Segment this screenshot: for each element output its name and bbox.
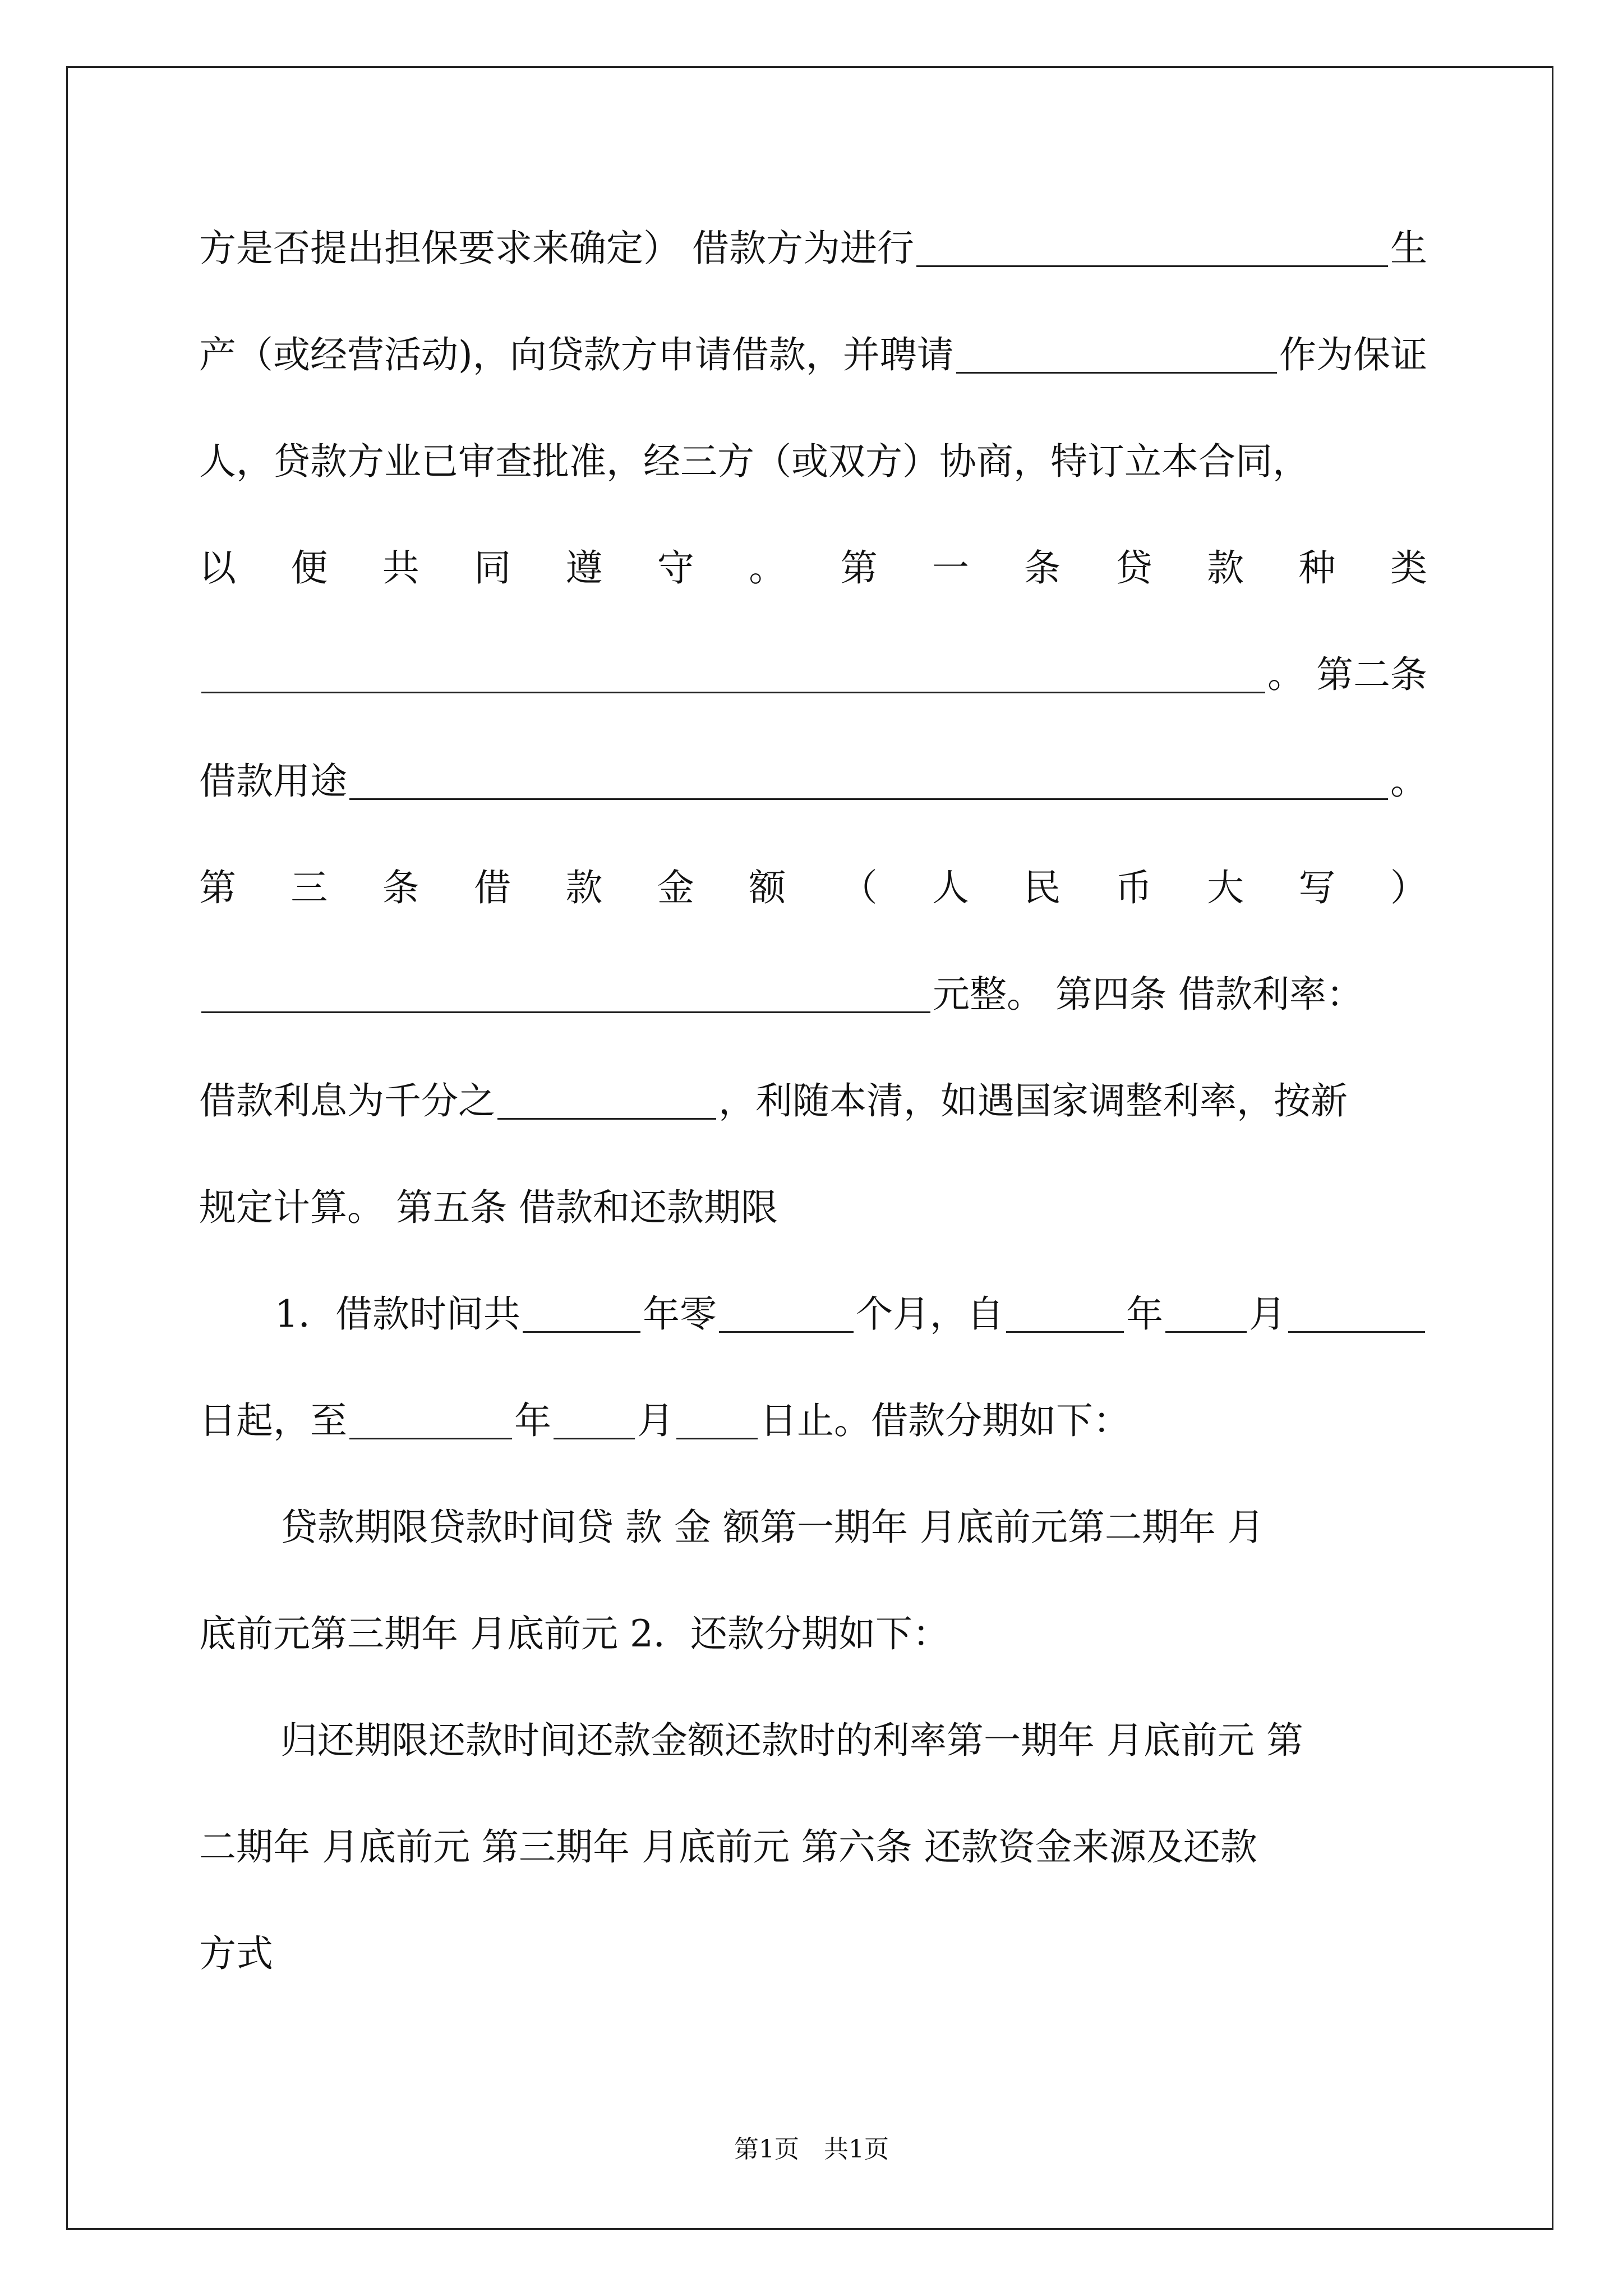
fill-blank — [554, 1402, 635, 1439]
text-line-4 — [199, 546, 1427, 590]
text-segment: 借款利息为千分之 — [199, 1079, 495, 1122]
text-char: 借 — [474, 866, 511, 909]
text-line-2 — [199, 333, 1427, 376]
text-segment: 日止。借款分期如下： — [760, 1399, 1130, 1442]
text-char: 民 — [1023, 866, 1061, 909]
text-line-3 — [199, 440, 1427, 483]
text-char: 。 — [749, 546, 786, 590]
fill-blank — [1288, 1296, 1425, 1333]
page-border — [66, 66, 1553, 2230]
text-segment: 产（或经营活动)，向贷款方申请借款，并聘请 — [199, 333, 954, 376]
text-line-9 — [199, 1079, 1427, 1122]
text-segment: 日起，至 — [199, 1399, 347, 1442]
text-char: 三 — [291, 866, 328, 909]
text-char: 遵 — [565, 546, 603, 590]
fill-blank — [497, 1083, 716, 1120]
text-char: 同 — [474, 546, 511, 590]
text-segment: 元整。 第四条 借款利率： — [933, 973, 1363, 1016]
text-segment: 二期年 月底前元 第三期年 月底前元 第六条 还款资金来源及还款 — [199, 1825, 1257, 1869]
text-char: ） — [1390, 866, 1427, 909]
text-char: 共 — [382, 546, 419, 590]
fill-blank — [349, 1402, 512, 1439]
text-line-11 — [275, 1292, 1427, 1336]
text-segment: 月 — [1249, 1292, 1286, 1336]
text-segment: 方是否提出担保要求来确定） 借款方为进行 — [199, 227, 914, 270]
fill-blank — [676, 1402, 758, 1439]
fill-blank — [956, 337, 1277, 374]
fill-blank — [719, 1296, 854, 1333]
fill-blank — [201, 976, 930, 1013]
text-segment: 年 — [1126, 1292, 1163, 1336]
fill-blank — [201, 656, 1265, 693]
text-char: 第 — [199, 866, 236, 909]
page-number-footer: 第1页 共1页 — [734, 2135, 889, 2164]
text-char: 币 — [1115, 866, 1152, 909]
text-segment: 1．借款时间共 — [275, 1292, 520, 1336]
fill-blank — [523, 1296, 640, 1333]
text-line-6 — [199, 760, 1427, 803]
text-segment: 方式 — [199, 1932, 273, 1975]
text-line-12 — [199, 1399, 1427, 1442]
text-char: 以 — [199, 546, 236, 590]
text-char: 一 — [932, 546, 969, 590]
text-segment: 。 第二条 — [1267, 653, 1427, 696]
text-char: （ — [840, 866, 878, 909]
text-segment: 。 — [1390, 760, 1427, 803]
text-segment: 贷款期限贷款时间贷 款 金 额第一期年 月底前元第二期年 月 — [280, 1506, 1265, 1549]
text-segment: 作为保证 — [1279, 333, 1427, 376]
text-char: 第 — [840, 546, 878, 590]
text-segment: 底前元第三期年 月底前元 2．还款分期如下： — [199, 1612, 949, 1655]
text-char: 贷 — [1115, 546, 1152, 590]
text-segment: 规定计算。 第五条 借款和还款期限 — [199, 1186, 778, 1229]
text-char: 金 — [657, 866, 694, 909]
text-char: 守 — [657, 546, 694, 590]
text-line-10 — [199, 1186, 1427, 1229]
text-line-1 — [199, 227, 1427, 270]
fill-blank — [916, 230, 1388, 267]
text-line-5 — [199, 653, 1427, 696]
text-line-16 — [199, 1825, 1427, 1869]
text-segment: 人，贷款方业已审查批准，经三方（或双方）协商，特订立本合同， — [199, 440, 1310, 483]
text-char: 条 — [1023, 546, 1061, 590]
text-segment: 年零 — [643, 1292, 717, 1336]
text-char: 人 — [932, 866, 969, 909]
text-char: 款 — [565, 866, 603, 909]
fill-blank — [1165, 1296, 1247, 1333]
text-segment: 生 — [1390, 227, 1427, 270]
text-segment: 月 — [637, 1399, 674, 1442]
text-char: 写 — [1298, 866, 1336, 909]
text-char: 款 — [1207, 546, 1244, 590]
text-segment: 借款用途 — [199, 760, 347, 803]
text-segment: 归还期限还款时间还款金额还款时的利率第一期年 月底前元 第 — [280, 1719, 1303, 1762]
text-char: 条 — [382, 866, 419, 909]
text-char: 额 — [749, 866, 786, 909]
text-char: 便 — [291, 546, 328, 590]
text-char: 类 — [1390, 546, 1427, 590]
fill-blank — [1006, 1296, 1124, 1333]
text-char: 大 — [1207, 866, 1244, 909]
text-line-7 — [199, 866, 1427, 909]
text-segment: 个月，自 — [856, 1292, 1004, 1336]
text-char: 种 — [1298, 546, 1336, 590]
text-line-17 — [199, 1932, 1427, 1975]
text-line-13 — [280, 1506, 1427, 1549]
text-line-14 — [199, 1612, 1427, 1655]
text-segment: ，利随本清，如遇国家调整利率，按新 — [718, 1079, 1348, 1122]
text-segment: 年 — [514, 1399, 551, 1442]
text-line-8 — [199, 973, 1427, 1016]
fill-blank — [349, 763, 1388, 800]
text-line-15 — [280, 1719, 1427, 1762]
